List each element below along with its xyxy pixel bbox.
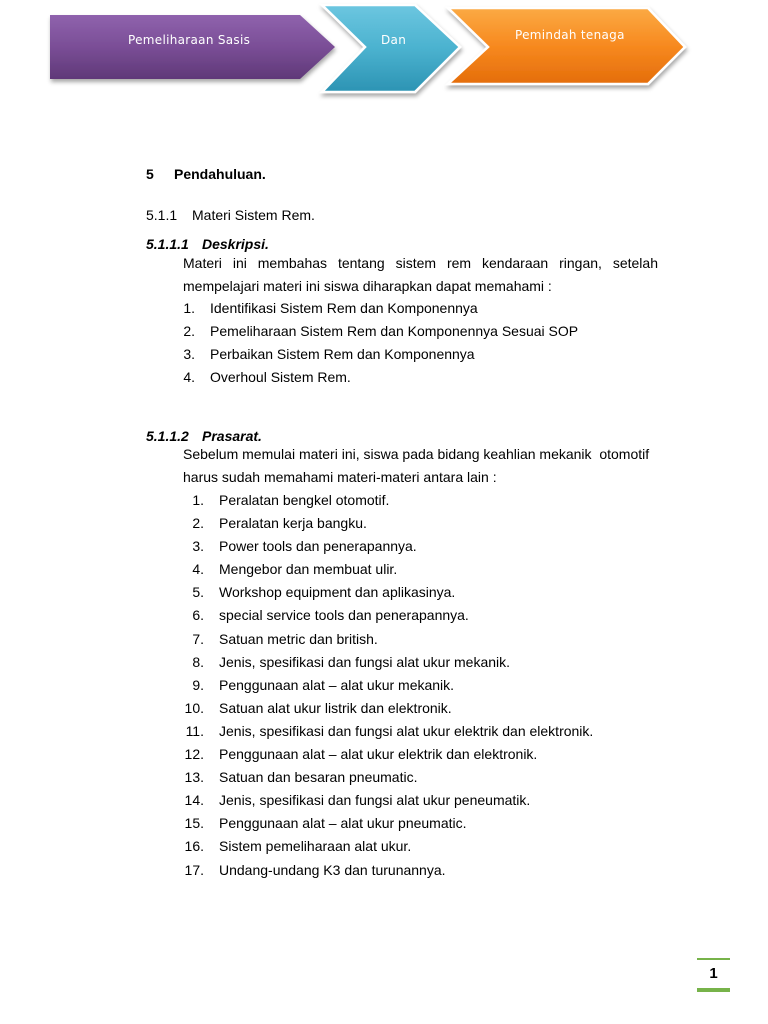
list-item: [183, 789, 663, 812]
list-item-text: Workshop equipment dan aplikasinya.: [219, 584, 456, 601]
list-item: [183, 343, 663, 366]
list-item: [183, 674, 663, 697]
list-item-number: 14.: [184, 792, 204, 809]
deskripsi-line-1: Materi ini membahas tentang sistem rem kendaraan ringan, setelah: [183, 255, 658, 271]
list-item: [183, 697, 663, 720]
list-item-number: 2.: [183, 323, 195, 340]
list-item: [183, 558, 663, 581]
prasarat-paragraph: [183, 443, 658, 489]
list-item-number: 9.: [192, 676, 204, 693]
list-item-text: Penggunaan alat – alat ukur elektrik dan elektronik.: [219, 746, 538, 763]
deskripsi-title: Deskripsi.: [202, 236, 269, 252]
list-item-text: Overhoul Sistem Rem.: [210, 369, 351, 386]
list-item: [183, 320, 663, 343]
prasarat-heading: [146, 428, 262, 444]
list-item-number: 3.: [183, 346, 195, 363]
chevron-step2: [322, 5, 460, 92]
page-number: 1: [697, 958, 730, 992]
subsection-number: 5.1.1: [146, 207, 178, 223]
deskripsi-paragraph: [183, 252, 658, 298]
deskripsi-line-2: mempelajari materi ini siswa diharapkan dapat memahami :: [183, 278, 552, 294]
chevron-step3: [448, 8, 685, 84]
list-item-text: Power tools dan penerapannya.: [219, 538, 417, 555]
deskripsi-heading: [146, 236, 269, 252]
banner-chevrons: [0, 0, 768, 110]
list-item-number: 17.: [184, 861, 204, 878]
subsection-title: Materi Sistem Rem.: [192, 207, 315, 223]
list-item-text: Identifikasi Sistem Rem dan Komponennya: [210, 300, 478, 316]
list-item-number: 11.: [185, 722, 204, 739]
list-item-text: Satuan alat ukur listrik dan elektronik.: [219, 699, 452, 716]
section-title: Pendahuluan.: [174, 166, 266, 182]
list-item-text: Jenis, spesifikasi dan fungsi alat ukur elektrik dan elektronik.: [219, 722, 594, 739]
list-item: [183, 628, 663, 651]
list-item: [183, 512, 663, 535]
section-number: 5: [146, 166, 154, 182]
list-item: [183, 297, 663, 320]
banner-step1-label: Pemeliharaan Sasis: [128, 33, 251, 47]
list-item-number: 8.: [192, 653, 204, 670]
list-item-text: Undang-undang K3 dan turunannya.: [219, 861, 446, 878]
process-banner: [0, 0, 768, 110]
list-item-text: Satuan dan besaran pneumatic.: [219, 769, 418, 786]
chevron-step1: [50, 15, 335, 79]
list-item: [183, 743, 663, 766]
list-item-number: 4.: [183, 369, 195, 386]
list-item: [183, 651, 663, 674]
list-item-text: Sistem pemeliharaan alat ukur.: [219, 838, 412, 855]
list-item: [183, 720, 663, 743]
list-item-number: 7.: [192, 630, 204, 647]
list-item-number: 5.: [192, 584, 204, 601]
list-item: [183, 835, 663, 858]
list-item-text: Satuan metric dan british.: [219, 630, 378, 647]
list-item: [183, 366, 663, 389]
list-item-number: 2.: [192, 515, 204, 532]
list-item-number: 6.: [192, 607, 204, 624]
list-item-number: 3.: [192, 538, 204, 555]
deskripsi-list: [183, 297, 663, 389]
list-item-text: Perbaikan Sistem Rem dan Komponennya: [210, 346, 475, 363]
list-item: [183, 489, 663, 512]
list-item-text: Jenis, spesifikasi dan fungsi alat ukur peneumatik.: [219, 792, 531, 809]
list-item-number: 16.: [184, 838, 204, 855]
section-heading: [146, 166, 266, 182]
prasarat-line-2: harus sudah memahami materi-materi antara lain :: [183, 469, 497, 485]
list-item: [183, 766, 663, 789]
prasarat-title: Prasarat.: [202, 428, 262, 444]
list-item: [183, 535, 663, 558]
list-item-text: Jenis, spesifikasi dan fungsi alat ukur mekanik.: [219, 653, 511, 670]
list-item-number: 15.: [184, 815, 204, 832]
list-item-text: Penggunaan alat – alat ukur pneumatic.: [219, 815, 467, 832]
list-item-number: 10.: [184, 699, 204, 716]
prasarat-number: 5.1.1.2: [146, 428, 189, 444]
banner-step2-label: Dan: [381, 33, 407, 47]
prasarat-list: [183, 489, 663, 882]
list-item-number: 12.: [184, 746, 204, 763]
list-item: [183, 581, 663, 604]
list-item-text: Penggunaan alat – alat ukur mekanik.: [219, 676, 455, 693]
list-item-text: special service tools dan penerapannya.: [219, 607, 469, 624]
list-item: [183, 604, 663, 627]
subsection-heading: [146, 207, 315, 223]
list-item-text: Mengebor dan membuat ulir.: [219, 561, 398, 578]
list-item-number: 4.: [192, 561, 204, 578]
list-item-number: 1.: [192, 492, 204, 508]
list-item-text: Pemeliharaan Sistem Rem dan Komponennya Sesuai SOP: [210, 323, 579, 340]
prasarat-line-1: Sebelum memulai materi ini, siswa pada bidang keahlian mekanik otomotif: [183, 446, 650, 462]
list-item: [183, 812, 663, 835]
list-item-text: Peralatan bengkel otomotif.: [219, 492, 390, 508]
list-item-number: 1.: [183, 300, 195, 316]
list-item: [183, 859, 663, 882]
list-item-text: Peralatan kerja bangku.: [219, 515, 367, 532]
deskripsi-number: 5.1.1.1: [146, 236, 189, 252]
banner-step3-label: Pemindah tenaga: [515, 28, 625, 42]
list-item-number: 13.: [184, 769, 204, 786]
